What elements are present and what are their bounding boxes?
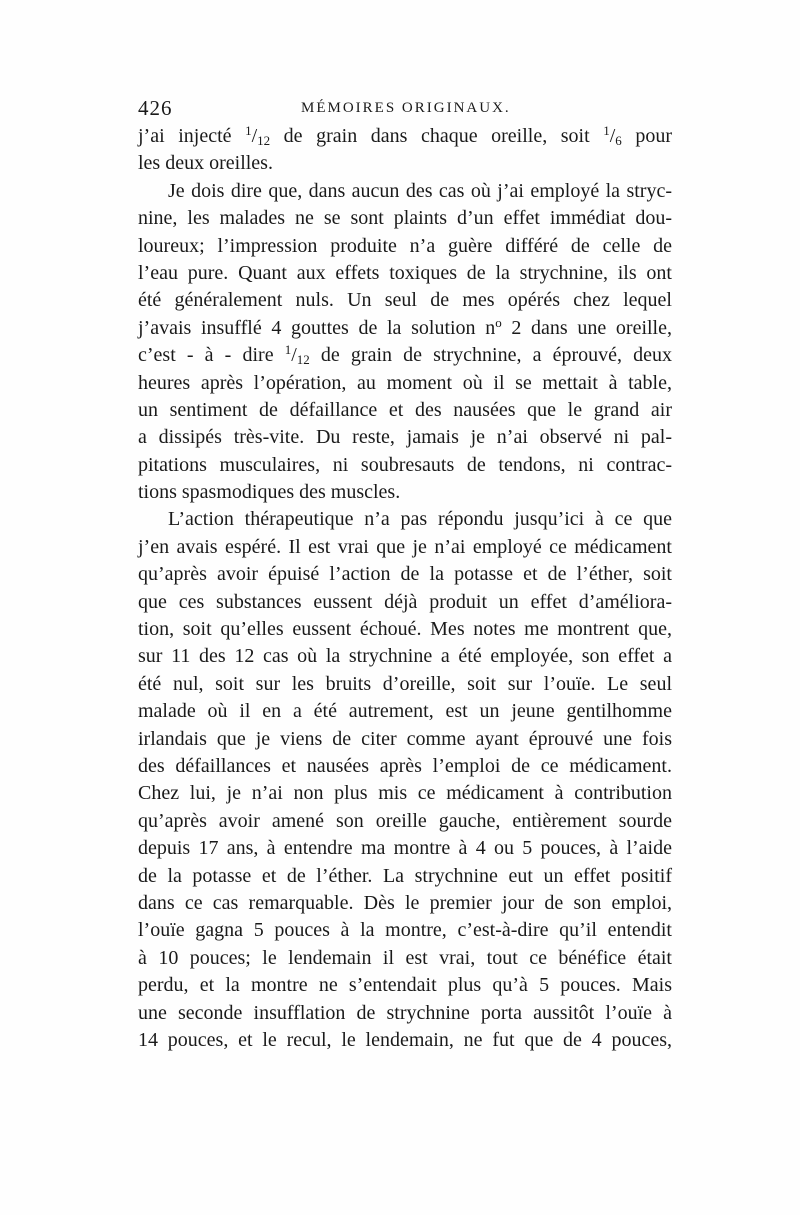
text-line: irlandais que je viens de citer comme ayant éprouvé une fois (138, 727, 672, 750)
text-line: perdu, et la montre ne s’entendait plus qu’à 5 pouces. Mais (138, 974, 672, 997)
body-text (138, 123, 672, 1054)
text-line: heures après l’opération, au moment où il se mettait à table, (138, 371, 672, 394)
text-line: j’en avais espéré. Il est vrai que je n’ai employé ce médicament (138, 535, 672, 558)
text-line: a dissipés très-vite. Du reste, jamais je n’ai observé ni pal- (138, 426, 672, 449)
text-line: sur 11 des 12 cas où la strychnine a été employée, son effet a (138, 645, 672, 668)
text-line: que ces substances eussent déjà produit un effet d’améliora- (138, 590, 672, 613)
text-line: tions spasmodiques des muscles. (138, 481, 401, 504)
text-line: qu’après avoir amené son oreille gauche, entièrement sourde (138, 809, 672, 832)
text-line: malade où il en a été autrement, est un jeune gentilhomme (138, 700, 672, 723)
text-line: depuis 17 ans, à entendre ma montre à 4 ou 5 pouces, à l’aide (138, 837, 672, 860)
text-line: j’avais insufflé 4 gouttes de la solution $n^o$ 2 dans une oreille, (138, 314, 672, 339)
paragraph-start-line: L’action thérapeutique n’a pas répondu jusqu’ici à ce que (168, 508, 672, 531)
text-line: l’ouïe gagna 5 pouces à la montre, c’est-à-dire qu’il entendit (138, 919, 672, 942)
text-line: dans ce cas remarquable. Dès le premier jour de son emploi, (138, 891, 672, 914)
text-line: l’eau pure. Quant aux effets toxiques de la strychnine, ils ont (138, 261, 672, 284)
text-line: les deux oreilles. (138, 152, 273, 175)
text-line: de la potasse et de l’éther. La strychnine eut un effet positif (138, 864, 672, 887)
page-header (138, 96, 678, 126)
text-line: été généralement nuls. Un seul de mes opérés chez lequel (138, 289, 672, 312)
text-line: loureux; l’impression produite n’a guère différé de celle de (138, 234, 672, 257)
text-line: nine, les malades ne se sont plaints d’un effet immédiat dou- (138, 207, 672, 230)
running-head: MÉMOIRES ORIGINAUX. (301, 100, 511, 116)
text-line: 14 pouces, et le recul, le lendemain, ne fut que de 4 pouces, (138, 1028, 672, 1051)
text-line: pitations musculaires, ni soubresauts de tendons, ni contrac- (138, 453, 672, 476)
text-line: c’est - à - dire $^1/_{12}$ de grain de strychnine, a éprouvé, deux (138, 342, 673, 368)
text-line: à 10 pouces; le lendemain il est vrai, tout ce bénéfice était (138, 946, 672, 969)
text-line: un sentiment de défaillance et des nausées que le grand air (138, 398, 672, 421)
paragraph-start-line: Je dois dire que, dans aucun des cas où j’ai employé la stryc- (168, 179, 672, 202)
text-line: qu’après avoir épuisé l’action de la potasse et de l’éther, soit (138, 563, 672, 586)
text-line: des défaillances et nausées après l’emploi de ce médicament. (138, 754, 672, 777)
text-line: tion, soit qu’elles eussent échoué. Mes notes me montrent que, (138, 618, 672, 641)
text-line: été nul, soit sur les bruits d’oreille, soit sur l’ouïe. Le seul (138, 672, 672, 695)
text-line: j’ai injecté $^1/_{12}$ de grain dans chaque oreille, soit $^1/_6$ pour (138, 123, 672, 148)
text-line: une seconde insufflation de strychnine porta aussitôt l’ouïe à (138, 1001, 672, 1024)
page-number: 426 (138, 96, 173, 120)
text-line: Chez lui, je n’ai non plus mis ce médicament à contribution (138, 782, 672, 805)
